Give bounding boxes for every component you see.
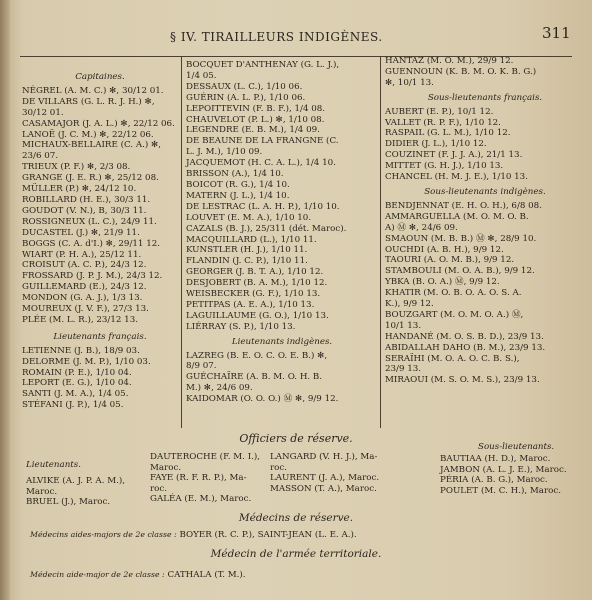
sous-lieutenants-indigenes-list [385,201,585,386]
lieutenant-entry: 1/4 05. [186,70,217,81]
medecin-territoriale-names: CATHALA (T. M.). [167,570,246,580]
column-2 [186,60,378,405]
lieutenants-francais-heading: Lieutenants français. [53,331,147,342]
section-header: § IV. TIRAILLEURS INDIGÈNES. [170,30,383,44]
lieutenant-entry: KUNSTLER (H. J.), 1/10 11. [186,245,308,256]
sous-lieutenant-entry: CHANCEL (H. M. J. E.), 1/10 13. [385,172,528,183]
lieutenant-entry: FLANDIN (J. C. P.), 1/10 11. [186,256,308,267]
lieutenant-entry: ROMAIN (P. E.), 1/10 04. [22,367,132,378]
medecins-reserve-heading: Médecins de réserve. [238,512,354,524]
lieutenant-entry: CAZALS (B. J.), 25/311 (dét. Maroc). [186,223,347,234]
capitaine-entry: ROBILLARD (H. E.), 30/3 11. [22,194,151,205]
reserve-entry: PÉRIA (A. B. G.), Maroc. [440,475,548,485]
capitaine-entry: DE VILLARS (G. L. R. J. H.) ✻, [22,96,155,107]
sous-lieutenant-indigene-entry: 10/1 13. [385,320,422,331]
reserve-entry: Maroc. [26,486,58,497]
capitaine-entry: CASAMAJOR (J. A. L.) ✻, 22/12 06. [22,118,175,129]
sous-lieutenant-indigene-entry: AMMARGUELLA (M. O. M. O. B. [385,211,529,222]
capitaine-entry: 30/12 01. [22,107,64,118]
lieutenant-entry: BOICOT (R. G.), 1/4 10. [186,179,290,190]
sous-lieutenant-indigene-entry: ABIDALLAH DAHO (B. M.), 23/9 13. [385,342,546,353]
lieutenants-francais-list [22,346,178,411]
sous-lieutenant-indigene-entry: K.), 9/9 12. [385,299,434,310]
sous-lieutenant-indigene-entry: BENDJENNAT (E. H. O. H.), 6/8 08. [385,200,542,211]
reserve-entry: LANGARD (V. H. J.), Ma- [270,452,378,462]
lieutenants-list-continued [186,60,378,333]
medecins-reserve-names: BOYER (R. C. P.), SAINT-JEAN (L. E. A.). [179,530,357,540]
medecin-territoriale-line [30,570,246,581]
capitaine-entry: ROSSIGNEUX (L. C.), 24/9 11. [22,216,157,227]
reserve-entry: roc. [270,462,288,473]
capitaine-entry: DUCASTEL (J.) ✻, 21/9 11. [22,227,140,238]
lieutenant-entry: DESSAUX (L. C.), 1/10 06. [186,81,303,92]
medecins-reserve-label: Médecins aides-majors de 2e classe : [30,530,177,539]
lieutenant-entry: LIÉRRAY (S. P.), 1/10 13. [186,321,296,332]
reserve-lt-col2 [150,452,260,505]
sous-lieutenant-indigene-entry: HANDANÉ (M. O. S. B. D.), 23/9 13. [385,331,544,342]
capitaine-entry: GRANGE (J. E. R.) ✻, 25/12 08. [22,173,159,184]
sous-lieutenant-entry: DIDIER (J. L.), 1/10 12. [385,139,487,150]
lieutenant-entry: LEGENDRE (E. B. M.), 1/4 09. [186,125,320,136]
lieutenant-indigene-entry: HANTAZ (M. O. M.), 29/9 12. [385,56,514,66]
sous-lieutenant-entry: COUZINET (F. J. J. A.), 21/1 13. [385,150,523,161]
lieutenant-indigene-entry: GUENNOUN (K. B. M. O. K. B. G.) [385,66,537,77]
lieutenant-entry: LOUVET (E. M. A.), 1/10 10. [186,212,312,223]
capitaine-entry: TRIEUX (P. F.) ✻, 2/3 08. [22,162,131,173]
capitaines-list [22,86,178,326]
sous-lieutenant-indigene-entry: 23/9 13. [385,364,422,375]
reserve-entry: GALÉA (E. M.), Maroc. [150,494,252,504]
sous-lieutenants-francais-heading: Sous-lieutenants français. [427,92,543,103]
reserve-lt-col3 [270,452,379,494]
lieutenant-indigene-entry: KAIDOMAR (O. O. O.) Ⓜ ✻, 9/9 12. [186,394,339,405]
capitaine-entry: MOUREUX (J. V. F.), 27/3 13. [22,304,149,315]
capitaine-entry: LANOË (J. C. M.) ✻, 22/12 06. [22,129,154,140]
sous-lieutenant-indigene-entry: BOUZGART (M. O. M. O. A.) Ⓜ, [385,309,524,320]
lieutenant-entry: MATERN (J. L.), 1/4 10. [186,190,290,201]
lieutenant-entry: DESJOBERT (B. A. M.), 1/10 12. [186,278,328,289]
lieutenant-entry: PETITPAS (A. E. A.), 1/10 13. [186,299,315,310]
book-spine-shadow [0,0,10,600]
lieutenant-indigene-entry: LAZREG (B. E. O. C. O. E. B.) ✻, [186,350,328,361]
sous-lieutenant-indigene-entry: SMAOUN (M. B. B.) Ⓜ ✻, 28/9 10. [385,233,537,244]
lieutenant-entry: LAGUILLAUME (G. O.), 1/10 13. [186,310,329,321]
lieutenant-entry: BOCQUET D'ANTHENAY (G. L. J.), [186,60,340,70]
capitaine-entry: MÜLLER (P.) ✻, 24/12 10. [22,184,137,195]
capitaine-entry: GOUDOT (V. N.), B, 30/3 11. [22,205,147,216]
sous-lieutenant-entry: AUBERT (E. P.), 10/1 12. [385,106,494,117]
lieutenant-entry: GUÉRIN (A. L. P.), 1/10 06. [186,92,306,103]
lieutenant-entry: DE LESTRAC (L. A. H. P.), 1/10 10. [186,201,340,212]
reserve-entry: LAURENT (J. A.), Maroc. [270,473,380,483]
capitaine-entry: PLÉE (M. L. R.), 23/12 13. [22,314,138,325]
reserve-entry: JAMBON (A. L. J. E.), Maroc. [440,464,567,475]
capitaines-heading: Capitaines. [75,72,125,82]
reserve-lieutenants-heading: Lieutenants. [26,460,81,470]
lieutenant-entry: JACQUEMOT (H. C. A. L.), 1/4 10. [186,158,336,169]
sous-lieutenant-indigene-entry: SERAÏHI (M. O. A. O. C. B. S.), [385,353,520,364]
sous-lieutenant-indigene-entry: KHATIR (M. O. B. O. A. O. S. A. [385,288,522,299]
sous-lieutenant-indigene-entry: TAOURI (A. O. M. B.), 9/9 12. [385,255,515,266]
capitaine-entry: MONDON (G. A. J.), 1/3 13. [22,293,143,304]
capitaine-entry: 23/6 07. [22,151,59,162]
sous-lieutenant-indigene-entry: YBKA (B. O. A.) Ⓜ, 9/9 12. [385,277,500,288]
capitaine-entry: FROSSARD (J. P. J. M.), 24/3 12. [22,271,163,282]
reserve-entry: roc. [150,483,168,494]
capitaine-entry: MICHAUX-BELLAIRE (C. A.) ✻, [22,140,162,151]
lieutenant-entry: LEPORT (E. G.), 1/10 04. [22,378,132,389]
lieutenant-indigene-entry: M.) ✻, 24/6 09. [186,383,253,394]
sous-lieutenant-entry: MITTET (G. H. J.), 1/10 13. [385,161,504,172]
reserve-entry: BAUTIAA (H. D.), Maroc. [440,454,551,464]
reserve-entry: DAUTEROCHE (F. M. I.), [150,452,261,462]
medecin-territoriale-label: Médecin aide-major de 2e classe : [30,570,165,579]
sous-lieutenant-entry: VALLET (R. P. F.), 1/10 12. [385,117,501,128]
column-3 [385,56,585,386]
lieutenant-entry: CHAUVELOT (P. L.) ✻, 1/10 08. [186,114,325,125]
lieutenant-entry: WEISBECKER (G. F.), 1/10 13. [186,289,321,300]
capitaine-entry: WIART (P. H. A.), 25/12 11. [22,249,142,260]
lieutenant-entry: LETIENNE (J. B.), 18/9 03. [22,345,140,356]
lieutenants-indigenes-continued [385,56,585,89]
reserve-entry: Maroc. [150,462,182,473]
page-number: 311 [542,24,571,42]
reserve-entry: POULET (M. C. H.), Maroc. [440,485,561,496]
sous-lieutenant-indigene-entry: OUCHDI (A. B. H.), 9/9 12. [385,244,504,255]
medecin-territoriale-heading: Médecin de l'armée territoriale. [210,548,382,560]
lieutenant-indigene-entry: 8/9 07. [186,361,217,372]
reserve-sous-lt-list [440,454,567,496]
lieutenant-indigene-entry: ✻, 10/1 13. [385,77,434,88]
sous-lieutenants-indigenes-heading: Sous-lieutenants indigènes. [424,186,546,197]
lieutenant-entry: SANTI (J. M. A.), 1/4 05. [22,389,129,400]
lieutenant-entry: L. J. M.), 1/10 09. [186,147,263,158]
sous-lieutenant-indigene-entry: A) Ⓜ ✻, 24/6 09. [385,222,458,233]
sous-lieutenants-francais-list [385,107,585,183]
capitaine-entry: BOGGS (C. A. d'I.) ✻, 29/11 12. [22,238,161,249]
medecins-reserve-line [30,530,357,541]
column-rule-1 [181,56,182,428]
lieutenant-entry: STÉFANI (J. P.), 1/4 05. [22,400,124,411]
reserve-lt-col1 [26,476,125,508]
sous-lieutenant-indigene-entry: STAMBOULI (M. O. A. B.), 9/9 12. [385,266,535,277]
reserve-entry: MASSON (T. A.), Maroc. [270,483,377,494]
lieutenant-entry: LEPOITTEVIN (F. B. F.), 1/4 08. [186,103,326,114]
capitaine-entry: GUILLEMARD (E.), 24/3 12. [22,282,147,293]
lieutenant-indigene-entry: GUÉCHAÏRE (A. B. M. O. H. B. [186,372,323,383]
sous-lieutenant-entry: RASPAIL (G. L. M.), 1/10 12. [385,128,511,139]
lieutenant-entry: MACQUILLARD (L.), 1/10 11. [186,234,317,245]
lieutenant-entry: DELORME (J. M. P.), 1/10 03. [22,356,151,367]
column-1 [22,68,178,411]
reserve-entry: BRUEL (J.), Maroc. [26,497,111,507]
sous-lieutenant-indigene-entry: MIRAOUI (M. S. O. M. S.), 23/9 13. [385,375,540,386]
reserve-sous-lt-heading: Sous-lieutenants. [478,442,555,452]
officiers-reserve-heading: Officiers de réserve. [239,432,353,445]
lieutenant-entry: BRISSON (A.), 1/4 10. [186,169,284,180]
capitaine-entry: CROISUT (A. C. P.), 24/3 12. [22,260,147,271]
lieutenants-indigenes-heading: Lieutenants indigènes. [231,336,333,347]
lieutenant-entry: DE BEAUNE DE LA FRANGNE (C. [186,136,339,147]
capitaine-entry: NÉGREL (A. M. C.) ✻, 30/12 01. [22,85,164,96]
lieutenants-indigenes-list [186,351,378,406]
reserve-entry: FAYE (R. F. R. P.), Ma- [150,473,247,483]
reserve-entry: ALVIKE (A. J. P. A. M.), [26,476,126,486]
column-rule-2 [380,56,381,428]
lieutenant-entry: GEORGER (J. B. T. A.), 1/10 12. [186,267,324,278]
